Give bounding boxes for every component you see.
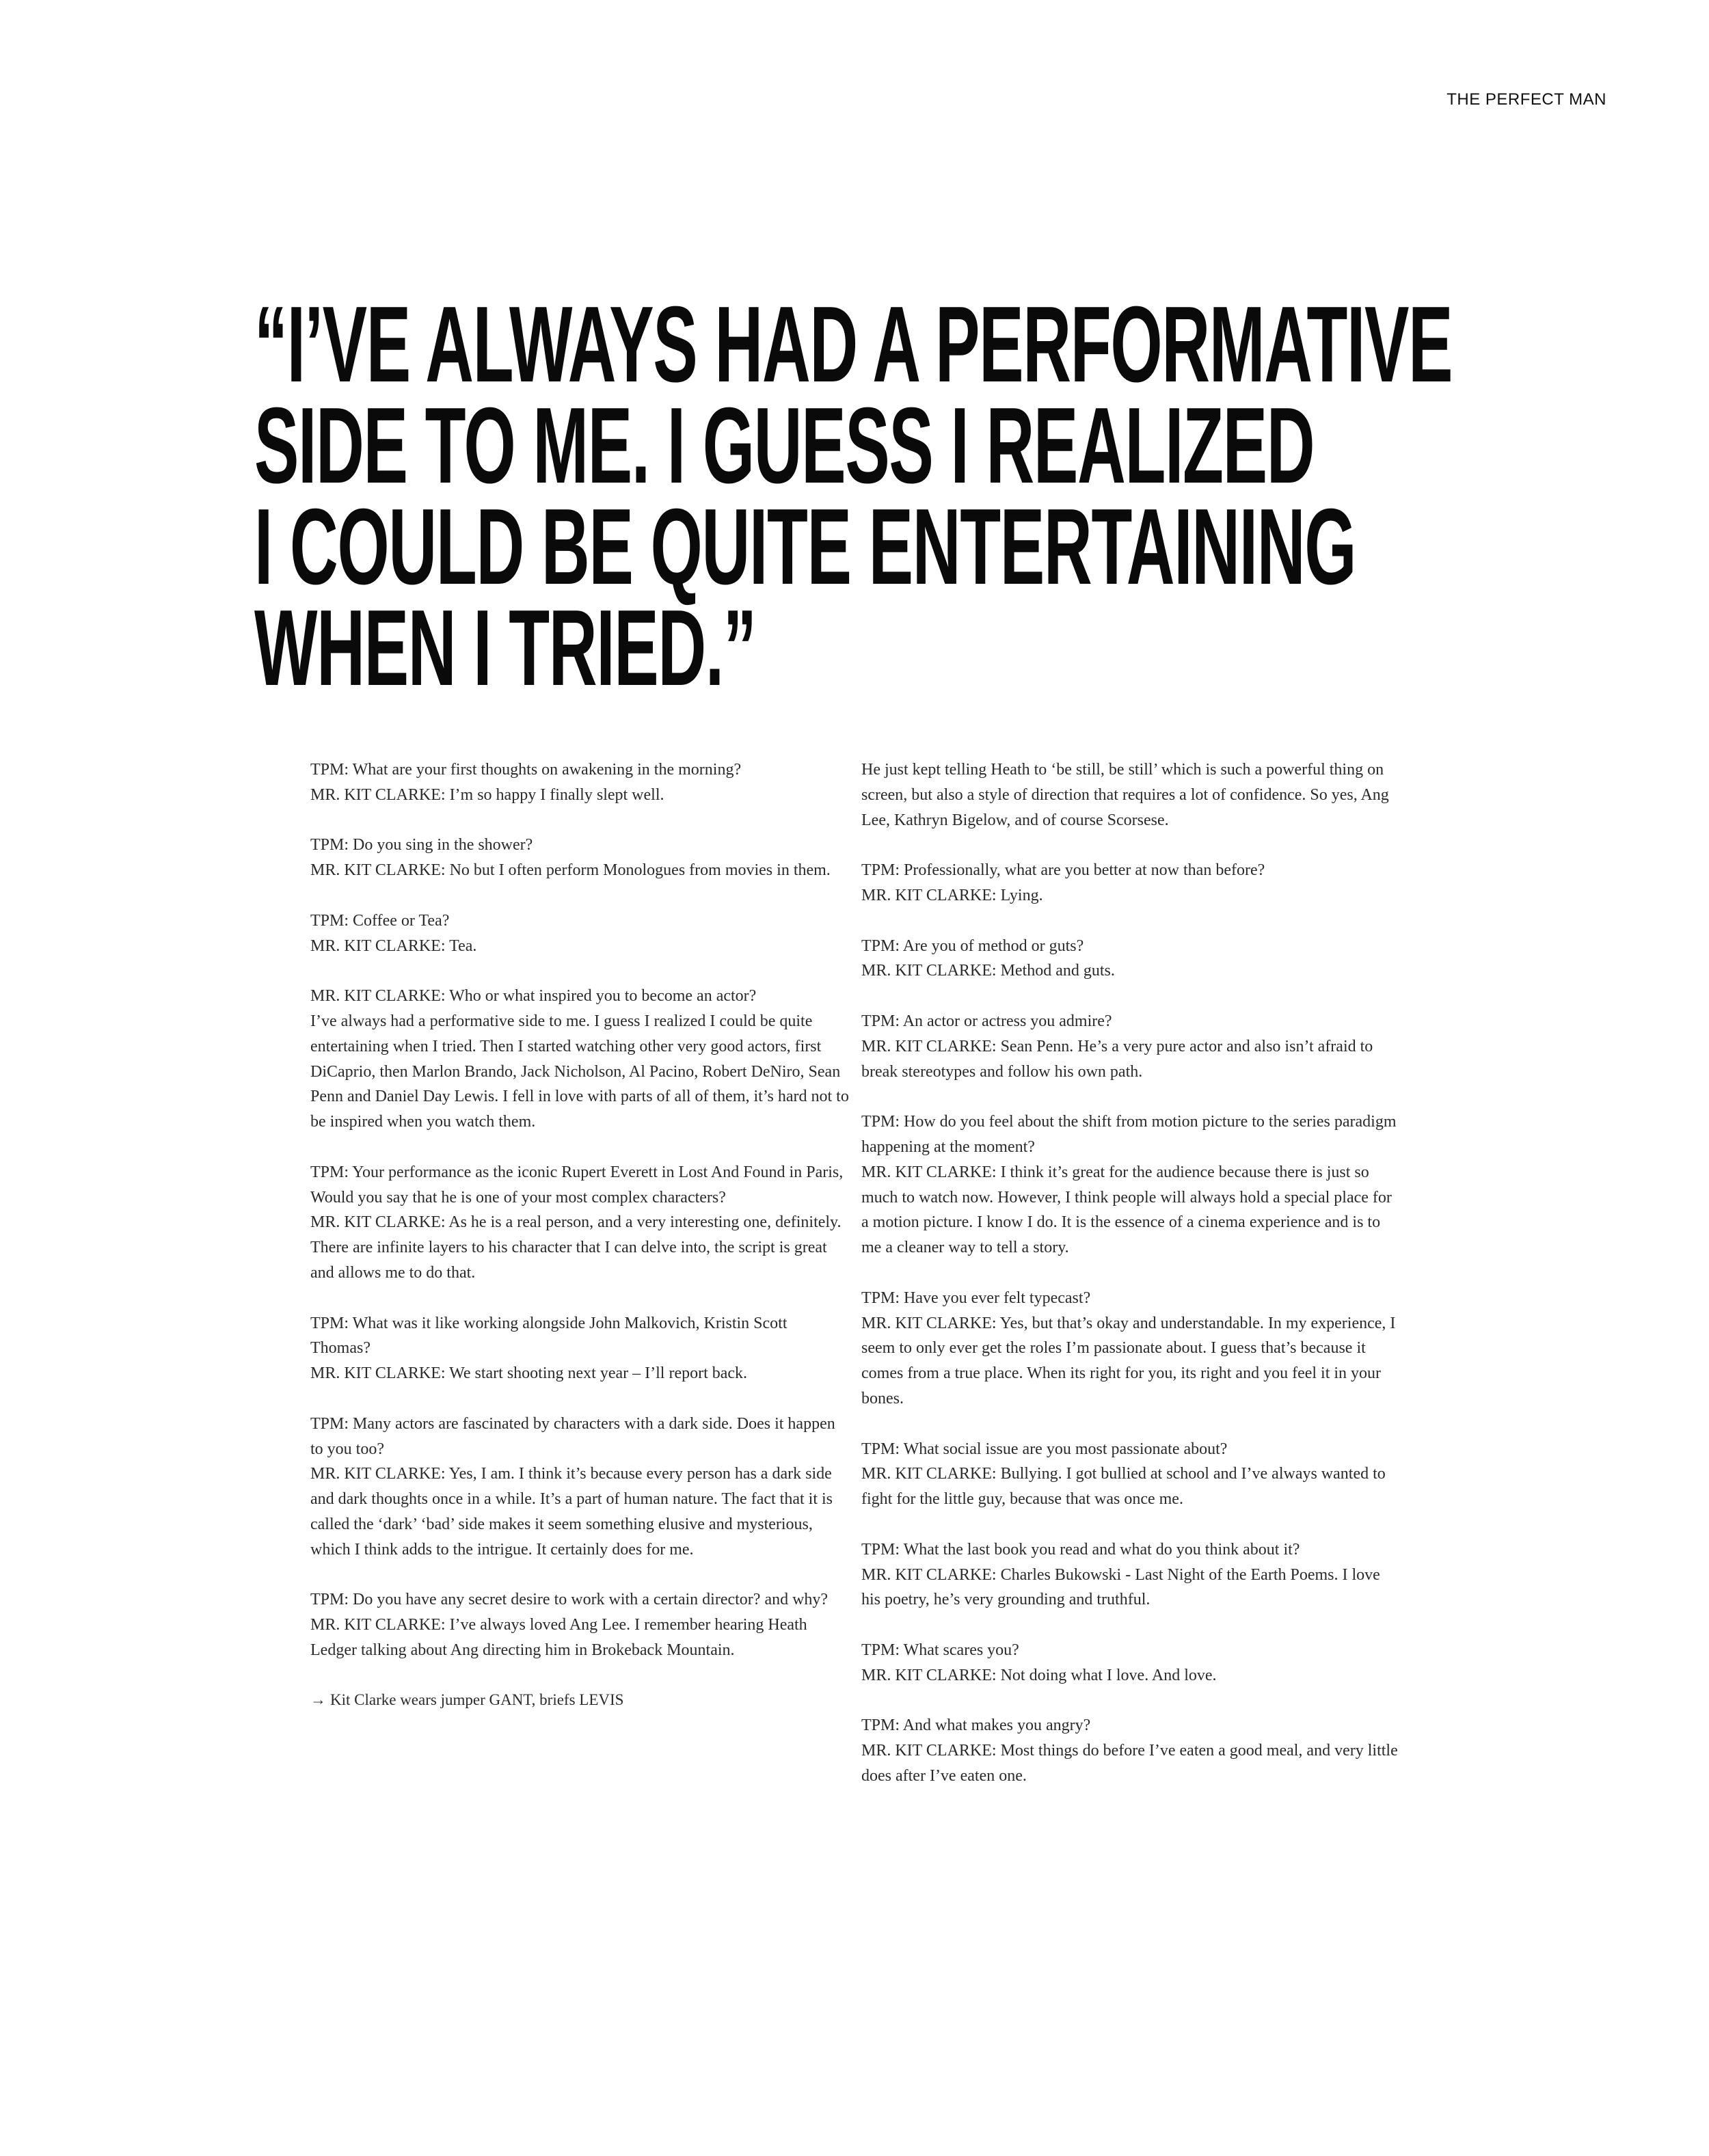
pull-quote-line: I COULD BE QUITE ENTERTAINING (254, 487, 1356, 607)
answer: MR. KIT CLARKE: I’ve always loved Ang Lee. I remember hearing Heath Ledger talking about Ang directing him in Brokeback Mountain. (310, 1616, 807, 1659)
arrow-right-icon: → (310, 1691, 326, 1709)
credit-text: Kit Clarke wears jumper GANT, briefs LEVIS (330, 1691, 624, 1709)
pull-quote-line: SIDE TO ME. I GUESS I REALIZED (254, 386, 1315, 506)
qa-block (861, 1286, 1401, 1412)
question: TPM: Are you of method or guts? (861, 936, 1084, 955)
qa-block (861, 1009, 1401, 1084)
answer: MR. KIT CLARKE: Sean Penn. He’s a very pure actor and also isn’t afraid to break stereotypes and follow his own path. (861, 1037, 1373, 1081)
question: MR. KIT CLARKE: Who or what inspired you to become an actor? (310, 987, 757, 1006)
question: TPM: Do you have any secret desire to work with a certain director? and why? (310, 1591, 829, 1609)
answer: MR. KIT CLARKE: Not doing what I love. And love. (861, 1666, 1217, 1684)
answer: MR. KIT CLARKE: Charles Bukowski - Last Night of the Earth Poems. I love his poetry, he’s very grounding and truthful. (861, 1565, 1380, 1609)
qa-block (310, 833, 850, 883)
question: TPM: Professionally, what are you better at now than before? (861, 861, 1265, 880)
styling-credit (310, 1688, 850, 1713)
pull-quote-line: WHEN I TRIED.” (254, 588, 756, 708)
answer: MR. KIT CLARKE: Tea. (310, 936, 477, 955)
interview-column-left (310, 757, 850, 1713)
qa-block (310, 1412, 850, 1563)
qa-block (310, 984, 850, 1135)
question: TPM: Have you ever felt typecast? (861, 1289, 1091, 1307)
question: TPM: What the last book you read and what do you think about it? (861, 1540, 1300, 1559)
question: TPM: And what makes you angry? (861, 1716, 1091, 1735)
question: TPM: Many actors are fascinated by characters with a dark side. Does it happen to you too? (310, 1414, 835, 1458)
answer: MR. KIT CLARKE: Method and guts. (861, 962, 1115, 980)
answer: MR. KIT CLARKE: Bullying. I got bullied at school and I’ve always wanted to fight for the little guy, because that was once me. (861, 1465, 1386, 1509)
interview-column-right (861, 757, 1401, 1814)
pull-quote-line: “I’VE ALWAYS HAD A PERFORMATIVE (254, 284, 1453, 405)
qa-block (861, 934, 1401, 984)
answer: MR. KIT CLARKE: I’m so happy I finally slept well. (310, 785, 664, 804)
qa-block (310, 1160, 850, 1286)
question: TPM: Do you sing in the shower? (310, 836, 533, 854)
qa-block (861, 1537, 1401, 1613)
answer-continued: He just kept telling Heath to ‘be still, be still’ which is such a powerful thing on screen, but also a style of direction that requires a lot of confidence. So yes, Ang Lee, Kathryn Bigelow, and of course Scorsese. (861, 761, 1389, 829)
question: TPM: What social issue are you most passionate about? (861, 1440, 1228, 1458)
qa-block (310, 757, 850, 808)
question: TPM: Coffee or Tea? (310, 911, 450, 930)
answer: I’ve always had a performative side to me. I guess I realized I could be quite entertaining when I tried. Then I started watching other very good actors, first DiCaprio, then Marlon Brando, Jack Nicholson, Al Pacino, Robert DeNiro, Sean Penn and Daniel Day Lewis. I fell in love with parts of all of them, it’s hard not to be inspired when you watch them. (310, 1012, 849, 1131)
question: TPM: How do you feel about the shift from motion picture to the series paradigm happening at the moment? (861, 1113, 1397, 1156)
qa-block (310, 908, 850, 959)
qa-block (861, 1437, 1401, 1512)
qa-block (861, 858, 1401, 908)
answer: MR. KIT CLARKE: Lying. (861, 886, 1043, 904)
answer: MR. KIT CLARKE: As he is a real person, and a very interesting one, definitely. There are infinite layers to his character that I can delve into, the script is great and allows me to do that. (310, 1213, 842, 1282)
question: TPM: An actor or actress you admire? (861, 1012, 1112, 1030)
answer: MR. KIT CLARKE: Most things do before I’ve eaten a good meal, and very little does after I’ve eaten one. (861, 1742, 1398, 1785)
qa-block (861, 1109, 1401, 1261)
qa-block (861, 1713, 1401, 1788)
answer: MR. KIT CLARKE: Yes, I am. I think it’s because every person has a dark side and dark thoughts once in a while. It’s a part of human nature. The fact that it is called the ‘dark’ ‘bad’ side makes it seem something elusive and mysterious, which I think adds to the intrigue. It certainly does for me. (310, 1465, 833, 1559)
qa-block (861, 1638, 1401, 1688)
answer: MR. KIT CLARKE: Yes, but that’s okay and understandable. In my experience, I seem to only ever get the roles I’m passionate about. I guess that’s because it comes from a true place. When its right for you, its right and you feel it in your bones. (861, 1314, 1396, 1407)
running-header: THE PERFECT MAN (1446, 90, 1606, 109)
answer: MR. KIT CLARKE: I think it’s great for the audience because there is just so much to watch now. However, I think people will always hold a special place for a motion picture. I know I do. It is the essence of a cinema experience and is to me a cleaner way to tell a story. (861, 1163, 1392, 1257)
question: TPM: What was it like working alongside John Malkovich, Kristin Scott Thomas? (310, 1314, 788, 1358)
question: TPM: What scares you? (861, 1641, 1019, 1659)
answer: MR. KIT CLARKE: No but I often perform Monologues from movies in them. (310, 861, 831, 880)
pull-quote (254, 284, 1453, 708)
answer: MR. KIT CLARKE: We start shooting next year – I’ll report back. (310, 1364, 748, 1383)
qa-block (310, 1311, 850, 1386)
question: TPM: What are your first thoughts on awakening in the morning? (310, 761, 742, 779)
question: TPM: Your performance as the iconic Rupert Everett in Lost And Found in Paris, Would you say that he is one of your most complex characters? (310, 1163, 844, 1207)
qa-block (310, 1587, 850, 1662)
qa-block (861, 757, 1401, 833)
